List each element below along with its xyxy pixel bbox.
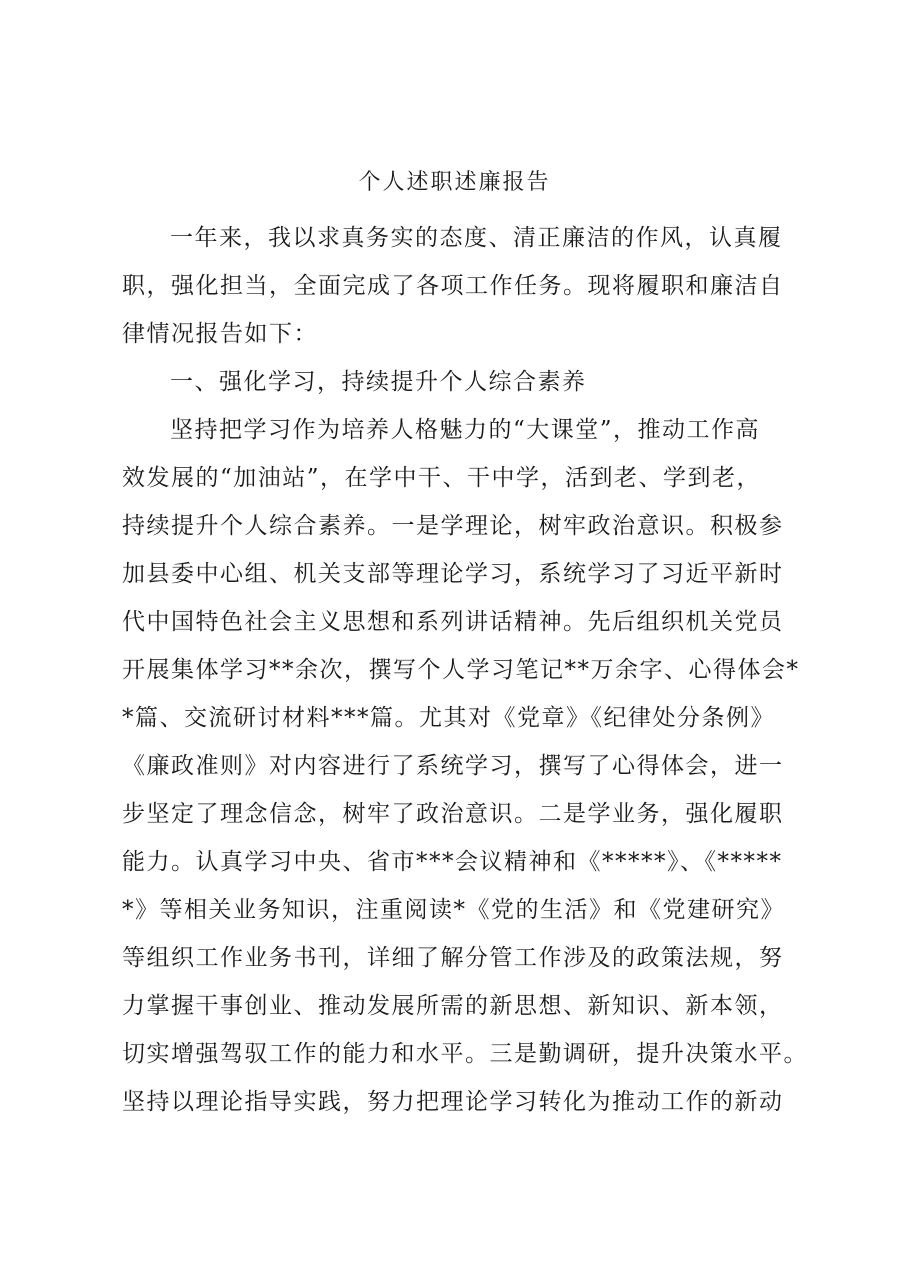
document-title: 个人述职述廉报告 bbox=[358, 170, 551, 195]
paragraph-line: 能力。认真学习中央、省市***会议精神和《*****》、《***** bbox=[122, 849, 783, 875]
paragraph-line: 等组织工作业务书刊，详细了解分管工作涉及的政策法规，努 bbox=[122, 945, 784, 971]
paragraph-line: 《廉政准则》对内容进行了系统学习，撰写了心得体会，进一 bbox=[122, 753, 784, 779]
paragraph-line: 开展集体学习**余次，撰写个人学习笔记**万余字、心得体会* bbox=[122, 657, 800, 683]
paragraph-line: *篇、交流研讨材料***篇。尤其对《党章》《纪律处分条例》 bbox=[122, 705, 775, 731]
paragraph-line: 效发展的“加油站”，在学中干、干中学，活到老、学到老， bbox=[122, 465, 762, 491]
paragraph-line: 加县委中心组、机关支部等理论学习，系统学习了习近平新时 bbox=[122, 561, 784, 587]
paragraph-line: 坚持把学习作为培养人格魅力的“大课堂”，推动工作高 bbox=[170, 417, 761, 443]
paragraph-line: 代中国特色社会主义思想和系列讲话精神。先后组织机关党员 bbox=[122, 609, 784, 635]
section-heading: 一、强化学习，持续提升个人综合素养 bbox=[170, 369, 587, 395]
paragraph-line: *》等相关业务知识，注重阅读*《党的生活》和《党建研究》 bbox=[122, 897, 785, 923]
paragraph-line: 步坚定了理念信念，树牢了政治意识。二是学业务，强化履职 bbox=[122, 801, 784, 827]
paragraph-line: 持续提升个人综合素养。一是学理论，树牢政治意识。积极参 bbox=[122, 513, 784, 539]
paragraph-line: 一年来，我以求真务实的态度、清正廉洁的作风，认真履 bbox=[170, 225, 783, 251]
paragraph-line: 坚持以理论指导实践，努力把理论学习转化为推动工作的新动 bbox=[122, 1089, 784, 1115]
paragraph-line: 职，强化担当，全面完成了各项工作任务。现将履职和廉洁自 bbox=[122, 273, 784, 299]
paragraph-line: 律情况报告如下： bbox=[122, 321, 318, 347]
paragraph-line: 力掌握干事创业、推动发展所需的新思想、新知识、新本领， bbox=[122, 993, 784, 1019]
paragraph-line: 切实增强驾驭工作的能力和水平。三是勤调研，提升决策水平。 bbox=[122, 1041, 808, 1067]
